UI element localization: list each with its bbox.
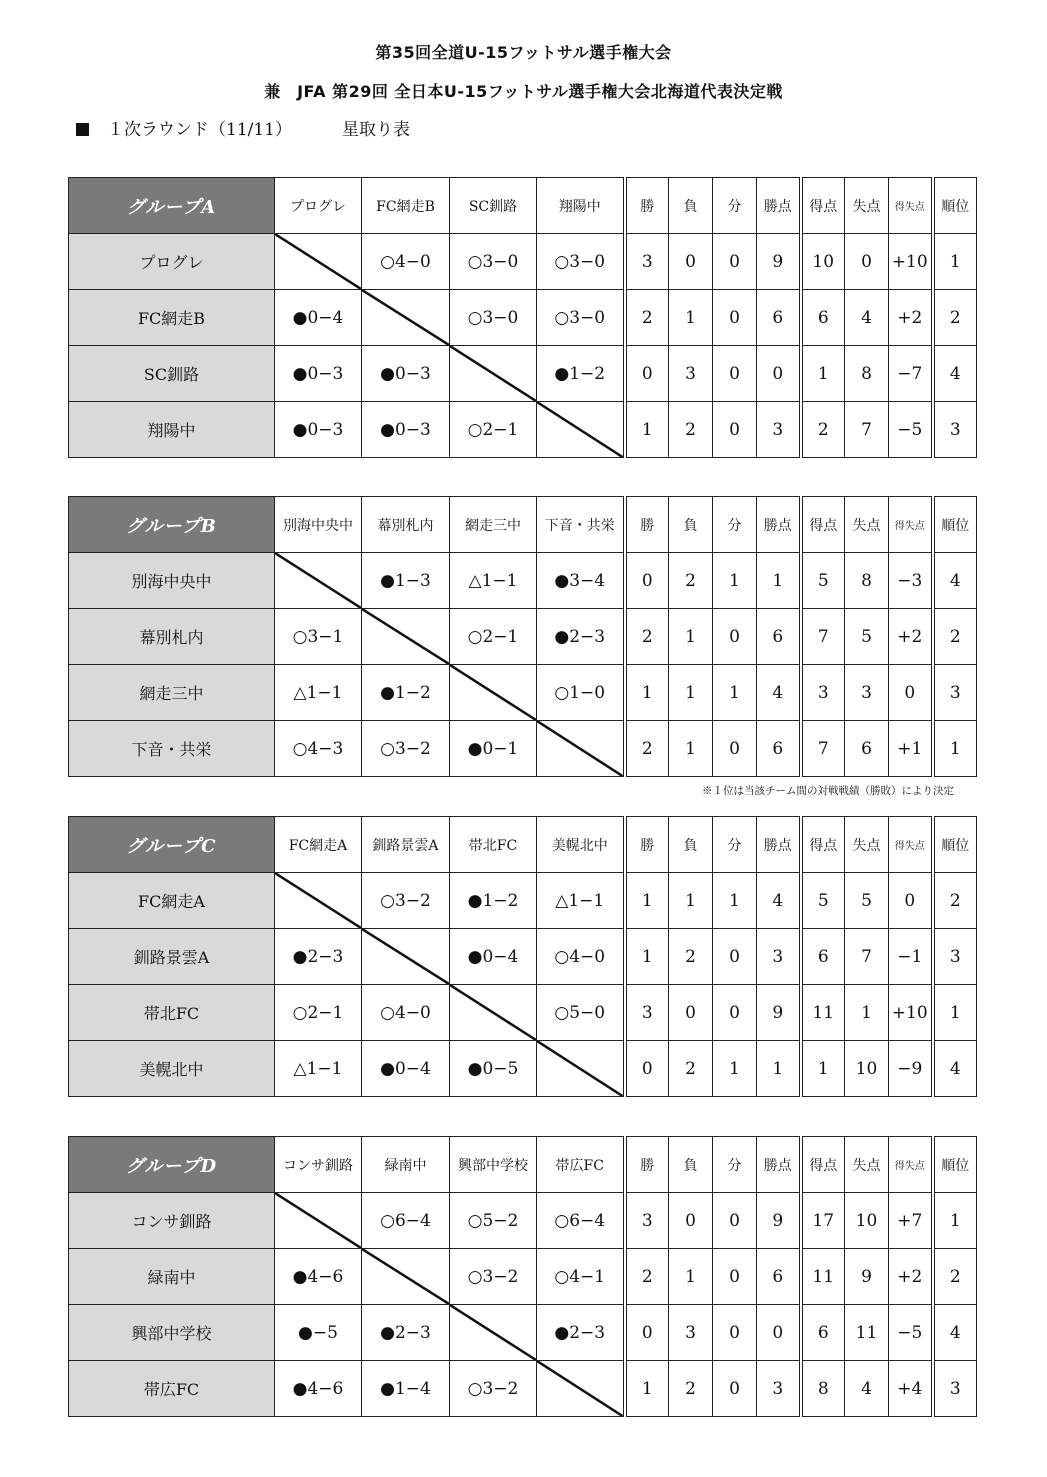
stat-value: 1	[757, 553, 801, 609]
match-result: ○5−0	[537, 985, 625, 1041]
self-match-cell	[275, 553, 362, 609]
column-team-header: コンサ釧路	[275, 1137, 362, 1193]
self-match-cell	[450, 1305, 537, 1361]
stat-value: 2	[669, 1361, 713, 1417]
stat-value: 3	[625, 234, 669, 290]
stat-value: 6	[801, 929, 845, 985]
stat-value: 7	[845, 402, 889, 458]
match-result: ○4−1	[537, 1249, 625, 1305]
self-match-cell	[362, 290, 450, 346]
match-result: ○4−3	[275, 721, 362, 777]
stat-value: −3	[889, 553, 933, 609]
stat-value: 6	[757, 1249, 801, 1305]
stat-header: 勝点	[757, 178, 801, 234]
stat-value: 0	[625, 346, 669, 402]
stat-value: 6	[801, 1305, 845, 1361]
match-result: ○3−2	[362, 721, 450, 777]
row-team-name: 美幌北中	[69, 1041, 275, 1097]
stat-value: 0	[625, 553, 669, 609]
stat-value: 5	[801, 873, 845, 929]
stat-value: 4	[933, 553, 977, 609]
self-match-cell	[450, 665, 537, 721]
stat-header: 分	[713, 497, 757, 553]
self-match-cell	[450, 985, 537, 1041]
stat-value: 11	[801, 1249, 845, 1305]
stat-value: 2	[669, 402, 713, 458]
stat-value: 1	[669, 665, 713, 721]
match-result: ●1−2	[362, 665, 450, 721]
row-team-name: コンサ釧路	[69, 1193, 275, 1249]
stat-value: 8	[845, 553, 889, 609]
stat-header: 負	[669, 817, 713, 873]
stat-value: 2	[933, 1249, 977, 1305]
stat-header: 失点	[845, 1137, 889, 1193]
stat-value: 2	[669, 553, 713, 609]
stat-value: 4	[757, 873, 801, 929]
stat-header: 失点	[845, 497, 889, 553]
stat-value: 0	[625, 1305, 669, 1361]
stat-value: 1	[625, 873, 669, 929]
stat-value: +7	[889, 1193, 933, 1249]
stat-value: 7	[801, 609, 845, 665]
table-row	[69, 1361, 977, 1417]
match-result: ●4−6	[275, 1361, 362, 1417]
stat-value: 3	[625, 985, 669, 1041]
ranking-note: ※１位は当該チーム間の対戦戦績（勝敗）により決定	[702, 785, 954, 797]
column-team-header: 釧路景雲A	[362, 817, 450, 873]
stat-value: 0	[713, 402, 757, 458]
sub-title: 兼 JFA 第29回 全日本U-15フットサル選手権大会北海道代表決定戦	[264, 82, 783, 101]
stat-value: 1	[933, 234, 977, 290]
stat-value: 10	[845, 1193, 889, 1249]
stat-header: 勝点	[757, 817, 801, 873]
stat-value: 0	[713, 985, 757, 1041]
stat-value: 5	[845, 873, 889, 929]
match-result: △1−1	[537, 873, 625, 929]
stat-header: 得失点	[889, 817, 933, 873]
stat-value: 0	[713, 346, 757, 402]
column-team-header: 下音・共栄	[537, 497, 625, 553]
match-result: ●0−4	[362, 1041, 450, 1097]
stat-value: 2	[625, 290, 669, 346]
stat-header: 得失点	[889, 178, 933, 234]
stat-value: 1	[625, 665, 669, 721]
stat-value: 6	[845, 721, 889, 777]
stat-value: 10	[801, 234, 845, 290]
self-match-cell	[275, 1193, 362, 1249]
stat-value: 0	[669, 234, 713, 290]
stat-value: 3	[757, 1361, 801, 1417]
row-team-name: 網走三中	[69, 665, 275, 721]
row-team-name: 帯広FC	[69, 1361, 275, 1417]
round-line	[76, 115, 410, 140]
match-result: ●3−4	[537, 553, 625, 609]
match-result: ●0−4	[450, 929, 537, 985]
match-result: ○4−0	[362, 234, 450, 290]
row-team-name: FC網走B	[69, 290, 275, 346]
self-match-cell	[537, 1041, 625, 1097]
self-match-cell	[275, 234, 362, 290]
stat-header: 得点	[801, 817, 845, 873]
row-team-name: 興部中学校	[69, 1305, 275, 1361]
match-result: ○3−0	[450, 290, 537, 346]
column-team-header: 緑南中	[362, 1137, 450, 1193]
stat-value: 17	[801, 1193, 845, 1249]
match-result: ○3−1	[275, 609, 362, 665]
row-team-name: プログレ	[69, 234, 275, 290]
stat-value: 9	[757, 985, 801, 1041]
stat-value: 3	[669, 1305, 713, 1361]
table-row	[69, 1041, 977, 1097]
stat-header: 負	[669, 1137, 713, 1193]
group-table	[68, 496, 977, 777]
table-row	[69, 929, 977, 985]
stat-value: 0	[713, 1249, 757, 1305]
stat-header: 得点	[801, 497, 845, 553]
stat-value: 3	[933, 665, 977, 721]
stat-header: 勝	[625, 1137, 669, 1193]
table-row	[69, 1193, 977, 1249]
match-result: ○1−0	[537, 665, 625, 721]
stat-value: 7	[801, 721, 845, 777]
stat-value: 11	[845, 1305, 889, 1361]
table-row	[69, 290, 977, 346]
stat-value: 0	[713, 1305, 757, 1361]
table-row	[69, 553, 977, 609]
stat-value: 0	[845, 234, 889, 290]
table-row	[69, 665, 977, 721]
table-row	[69, 721, 977, 777]
table-row	[69, 1305, 977, 1361]
match-result: ●0−3	[362, 402, 450, 458]
match-result: ○4−0	[362, 985, 450, 1041]
stat-value: 1	[669, 721, 713, 777]
stat-value: 10	[845, 1041, 889, 1097]
stat-value: 1	[713, 873, 757, 929]
stat-header: 勝点	[757, 1137, 801, 1193]
stat-value: 0	[669, 985, 713, 1041]
column-team-header: 翔陽中	[537, 178, 625, 234]
stat-value: 3	[933, 402, 977, 458]
column-team-header: FC網走A	[275, 817, 362, 873]
self-match-cell	[450, 346, 537, 402]
column-team-header: SC釧路	[450, 178, 537, 234]
stat-value: 5	[801, 553, 845, 609]
stat-value: 1	[669, 873, 713, 929]
self-match-cell	[537, 402, 625, 458]
stat-value: 3	[757, 929, 801, 985]
stat-value: 0	[889, 665, 933, 721]
group-name: グループC	[69, 817, 275, 873]
column-team-header: 帯北FC	[450, 817, 537, 873]
stat-value: 11	[801, 985, 845, 1041]
stat-value: 0	[713, 234, 757, 290]
stat-value: 6	[757, 721, 801, 777]
stat-value: 5	[845, 609, 889, 665]
stat-value: 1	[669, 609, 713, 665]
stat-value: 3	[845, 665, 889, 721]
stat-header: 勝	[625, 817, 669, 873]
match-result: ●2−3	[537, 1305, 625, 1361]
row-team-name: 帯北FC	[69, 985, 275, 1041]
match-result: ●2−3	[362, 1305, 450, 1361]
match-result: ●0−3	[362, 346, 450, 402]
stat-value: 4	[845, 290, 889, 346]
match-result: ○3−2	[362, 873, 450, 929]
stat-value: 3	[757, 402, 801, 458]
stat-value: 1	[713, 1041, 757, 1097]
stat-value: 0	[713, 1193, 757, 1249]
stat-value: 1	[933, 985, 977, 1041]
match-result: ○3−2	[450, 1249, 537, 1305]
match-result: ●−5	[275, 1305, 362, 1361]
match-result: ●0−1	[450, 721, 537, 777]
match-result: ●1−4	[362, 1361, 450, 1417]
stat-value: 1	[713, 553, 757, 609]
stat-value: +2	[889, 290, 933, 346]
row-team-name: 翔陽中	[69, 402, 275, 458]
stat-header: 負	[669, 178, 713, 234]
stat-value: 3	[625, 1193, 669, 1249]
match-result: ●2−3	[275, 929, 362, 985]
stat-header: 得点	[801, 178, 845, 234]
stat-value: +10	[889, 985, 933, 1041]
stat-value: +4	[889, 1361, 933, 1417]
match-result: ●2−3	[537, 609, 625, 665]
match-result: ●0−5	[450, 1041, 537, 1097]
stat-header: 負	[669, 497, 713, 553]
table-label: 星取り表	[342, 120, 410, 140]
stat-value: 1	[669, 290, 713, 346]
self-match-cell	[275, 873, 362, 929]
row-team-name: FC網走A	[69, 873, 275, 929]
column-team-header: FC網走B	[362, 178, 450, 234]
match-result: ●4−6	[275, 1249, 362, 1305]
stat-value: 3	[801, 665, 845, 721]
match-result: ●0−3	[275, 402, 362, 458]
table-row	[69, 346, 977, 402]
stat-value: 2	[933, 290, 977, 346]
stat-header: 分	[713, 1137, 757, 1193]
round-label: １次ラウンド（11/11）	[107, 120, 292, 140]
match-result: △1−1	[275, 1041, 362, 1097]
self-match-cell	[362, 1249, 450, 1305]
match-result: ○3−2	[450, 1361, 537, 1417]
stat-header: 分	[713, 817, 757, 873]
stat-value: 4	[845, 1361, 889, 1417]
stat-header: 勝	[625, 178, 669, 234]
stat-header: 分	[713, 178, 757, 234]
stat-value: +1	[889, 721, 933, 777]
stat-value: 4	[757, 665, 801, 721]
column-team-header: 美幌北中	[537, 817, 625, 873]
table-row	[69, 873, 977, 929]
stat-value: 9	[757, 1193, 801, 1249]
group-table	[68, 177, 977, 458]
match-result: ○5−2	[450, 1193, 537, 1249]
table-row	[69, 402, 977, 458]
stat-value: 4	[933, 1305, 977, 1361]
stat-value: 3	[933, 929, 977, 985]
group-table	[68, 816, 977, 1097]
stat-value: 2	[669, 1041, 713, 1097]
stat-value: +2	[889, 1249, 933, 1305]
match-result: ○2−1	[450, 609, 537, 665]
stat-value: 3	[669, 346, 713, 402]
stat-value: 1	[625, 929, 669, 985]
stat-value: 1	[625, 1361, 669, 1417]
stat-value: 9	[757, 234, 801, 290]
stat-value: 4	[933, 346, 977, 402]
stat-value: 2	[625, 721, 669, 777]
self-match-cell	[537, 721, 625, 777]
column-team-header: 興部中学校	[450, 1137, 537, 1193]
square-bullet-icon	[76, 123, 89, 136]
row-team-name: 別海中央中	[69, 553, 275, 609]
table-row	[69, 985, 977, 1041]
stat-value: 2	[669, 929, 713, 985]
stat-header: 順位	[933, 497, 977, 553]
table-row	[69, 609, 977, 665]
stat-header: 得点	[801, 1137, 845, 1193]
stat-value: 0	[669, 1193, 713, 1249]
stat-value: −1	[889, 929, 933, 985]
group-name: グループB	[69, 497, 275, 553]
row-team-name: 緑南中	[69, 1249, 275, 1305]
stat-value: 2	[625, 1249, 669, 1305]
table-row	[69, 234, 977, 290]
stat-value: 0	[713, 929, 757, 985]
stat-value: 6	[757, 290, 801, 346]
stat-header: 勝	[625, 497, 669, 553]
stat-header: 勝点	[757, 497, 801, 553]
column-team-header: 幕別札内	[362, 497, 450, 553]
self-match-cell	[362, 609, 450, 665]
stat-header: 順位	[933, 178, 977, 234]
stat-value: −7	[889, 346, 933, 402]
stat-value: 0	[889, 873, 933, 929]
match-result: △1−1	[450, 553, 537, 609]
match-result: ○3−0	[450, 234, 537, 290]
match-result: ○3−0	[537, 290, 625, 346]
stat-value: 1	[757, 1041, 801, 1097]
match-result: ○4−0	[537, 929, 625, 985]
stat-header: 失点	[845, 817, 889, 873]
stat-value: 1	[625, 402, 669, 458]
match-result: ●0−4	[275, 290, 362, 346]
stat-value: 6	[801, 290, 845, 346]
match-result: ○3−0	[537, 234, 625, 290]
column-team-header: 帯広FC	[537, 1137, 625, 1193]
group-table	[68, 1136, 977, 1417]
group-name: グループA	[69, 178, 275, 234]
stat-value: 1	[933, 1193, 977, 1249]
stat-value: 8	[845, 346, 889, 402]
stat-value: 2	[625, 609, 669, 665]
stat-value: 6	[757, 609, 801, 665]
stat-value: 9	[845, 1249, 889, 1305]
row-team-name: 幕別札内	[69, 609, 275, 665]
main-title: 第35回全道U-15フットサル選手権大会	[375, 43, 672, 62]
match-result: ●1−2	[537, 346, 625, 402]
column-team-header: 網走三中	[450, 497, 537, 553]
stat-header: 順位	[933, 817, 977, 873]
group-name: グループD	[69, 1137, 275, 1193]
stat-value: 2	[801, 402, 845, 458]
stat-value: 0	[713, 609, 757, 665]
row-team-name: 釧路景雲A	[69, 929, 275, 985]
row-team-name: SC釧路	[69, 346, 275, 402]
match-result: ●1−3	[362, 553, 450, 609]
stat-header: 失点	[845, 178, 889, 234]
self-match-cell	[537, 1361, 625, 1417]
stat-value: 2	[933, 873, 977, 929]
match-result: ○6−4	[537, 1193, 625, 1249]
stat-value: +10	[889, 234, 933, 290]
stat-value: 1	[801, 1041, 845, 1097]
match-result: △1−1	[275, 665, 362, 721]
match-result: ○2−1	[450, 402, 537, 458]
stat-value: 0	[757, 346, 801, 402]
match-result: ○6−4	[362, 1193, 450, 1249]
column-team-header: 別海中央中	[275, 497, 362, 553]
match-result: ●1−2	[450, 873, 537, 929]
stat-value: 3	[933, 1361, 977, 1417]
stat-value: 0	[713, 290, 757, 346]
self-match-cell	[362, 929, 450, 985]
column-team-header: プログレ	[275, 178, 362, 234]
stat-value: 2	[933, 609, 977, 665]
stat-value: −5	[889, 1305, 933, 1361]
stat-value: −9	[889, 1041, 933, 1097]
stat-value: 1	[801, 346, 845, 402]
match-result: ●0−3	[275, 346, 362, 402]
stat-header: 得失点	[889, 1137, 933, 1193]
stat-header: 得失点	[889, 497, 933, 553]
stat-value: 8	[801, 1361, 845, 1417]
stat-value: 7	[845, 929, 889, 985]
stat-value: 0	[713, 721, 757, 777]
stat-value: 1	[845, 985, 889, 1041]
stat-header: 順位	[933, 1137, 977, 1193]
stat-value: 0	[757, 1305, 801, 1361]
stat-value: 1	[933, 721, 977, 777]
stat-value: 4	[933, 1041, 977, 1097]
stat-value: 0	[625, 1041, 669, 1097]
stat-value: 1	[713, 665, 757, 721]
stat-value: −5	[889, 402, 933, 458]
stat-value: 1	[669, 1249, 713, 1305]
row-team-name: 下音・共栄	[69, 721, 275, 777]
stat-value: +2	[889, 609, 933, 665]
stat-value: 0	[713, 1361, 757, 1417]
table-row	[69, 1249, 977, 1305]
match-result: ○2−1	[275, 985, 362, 1041]
